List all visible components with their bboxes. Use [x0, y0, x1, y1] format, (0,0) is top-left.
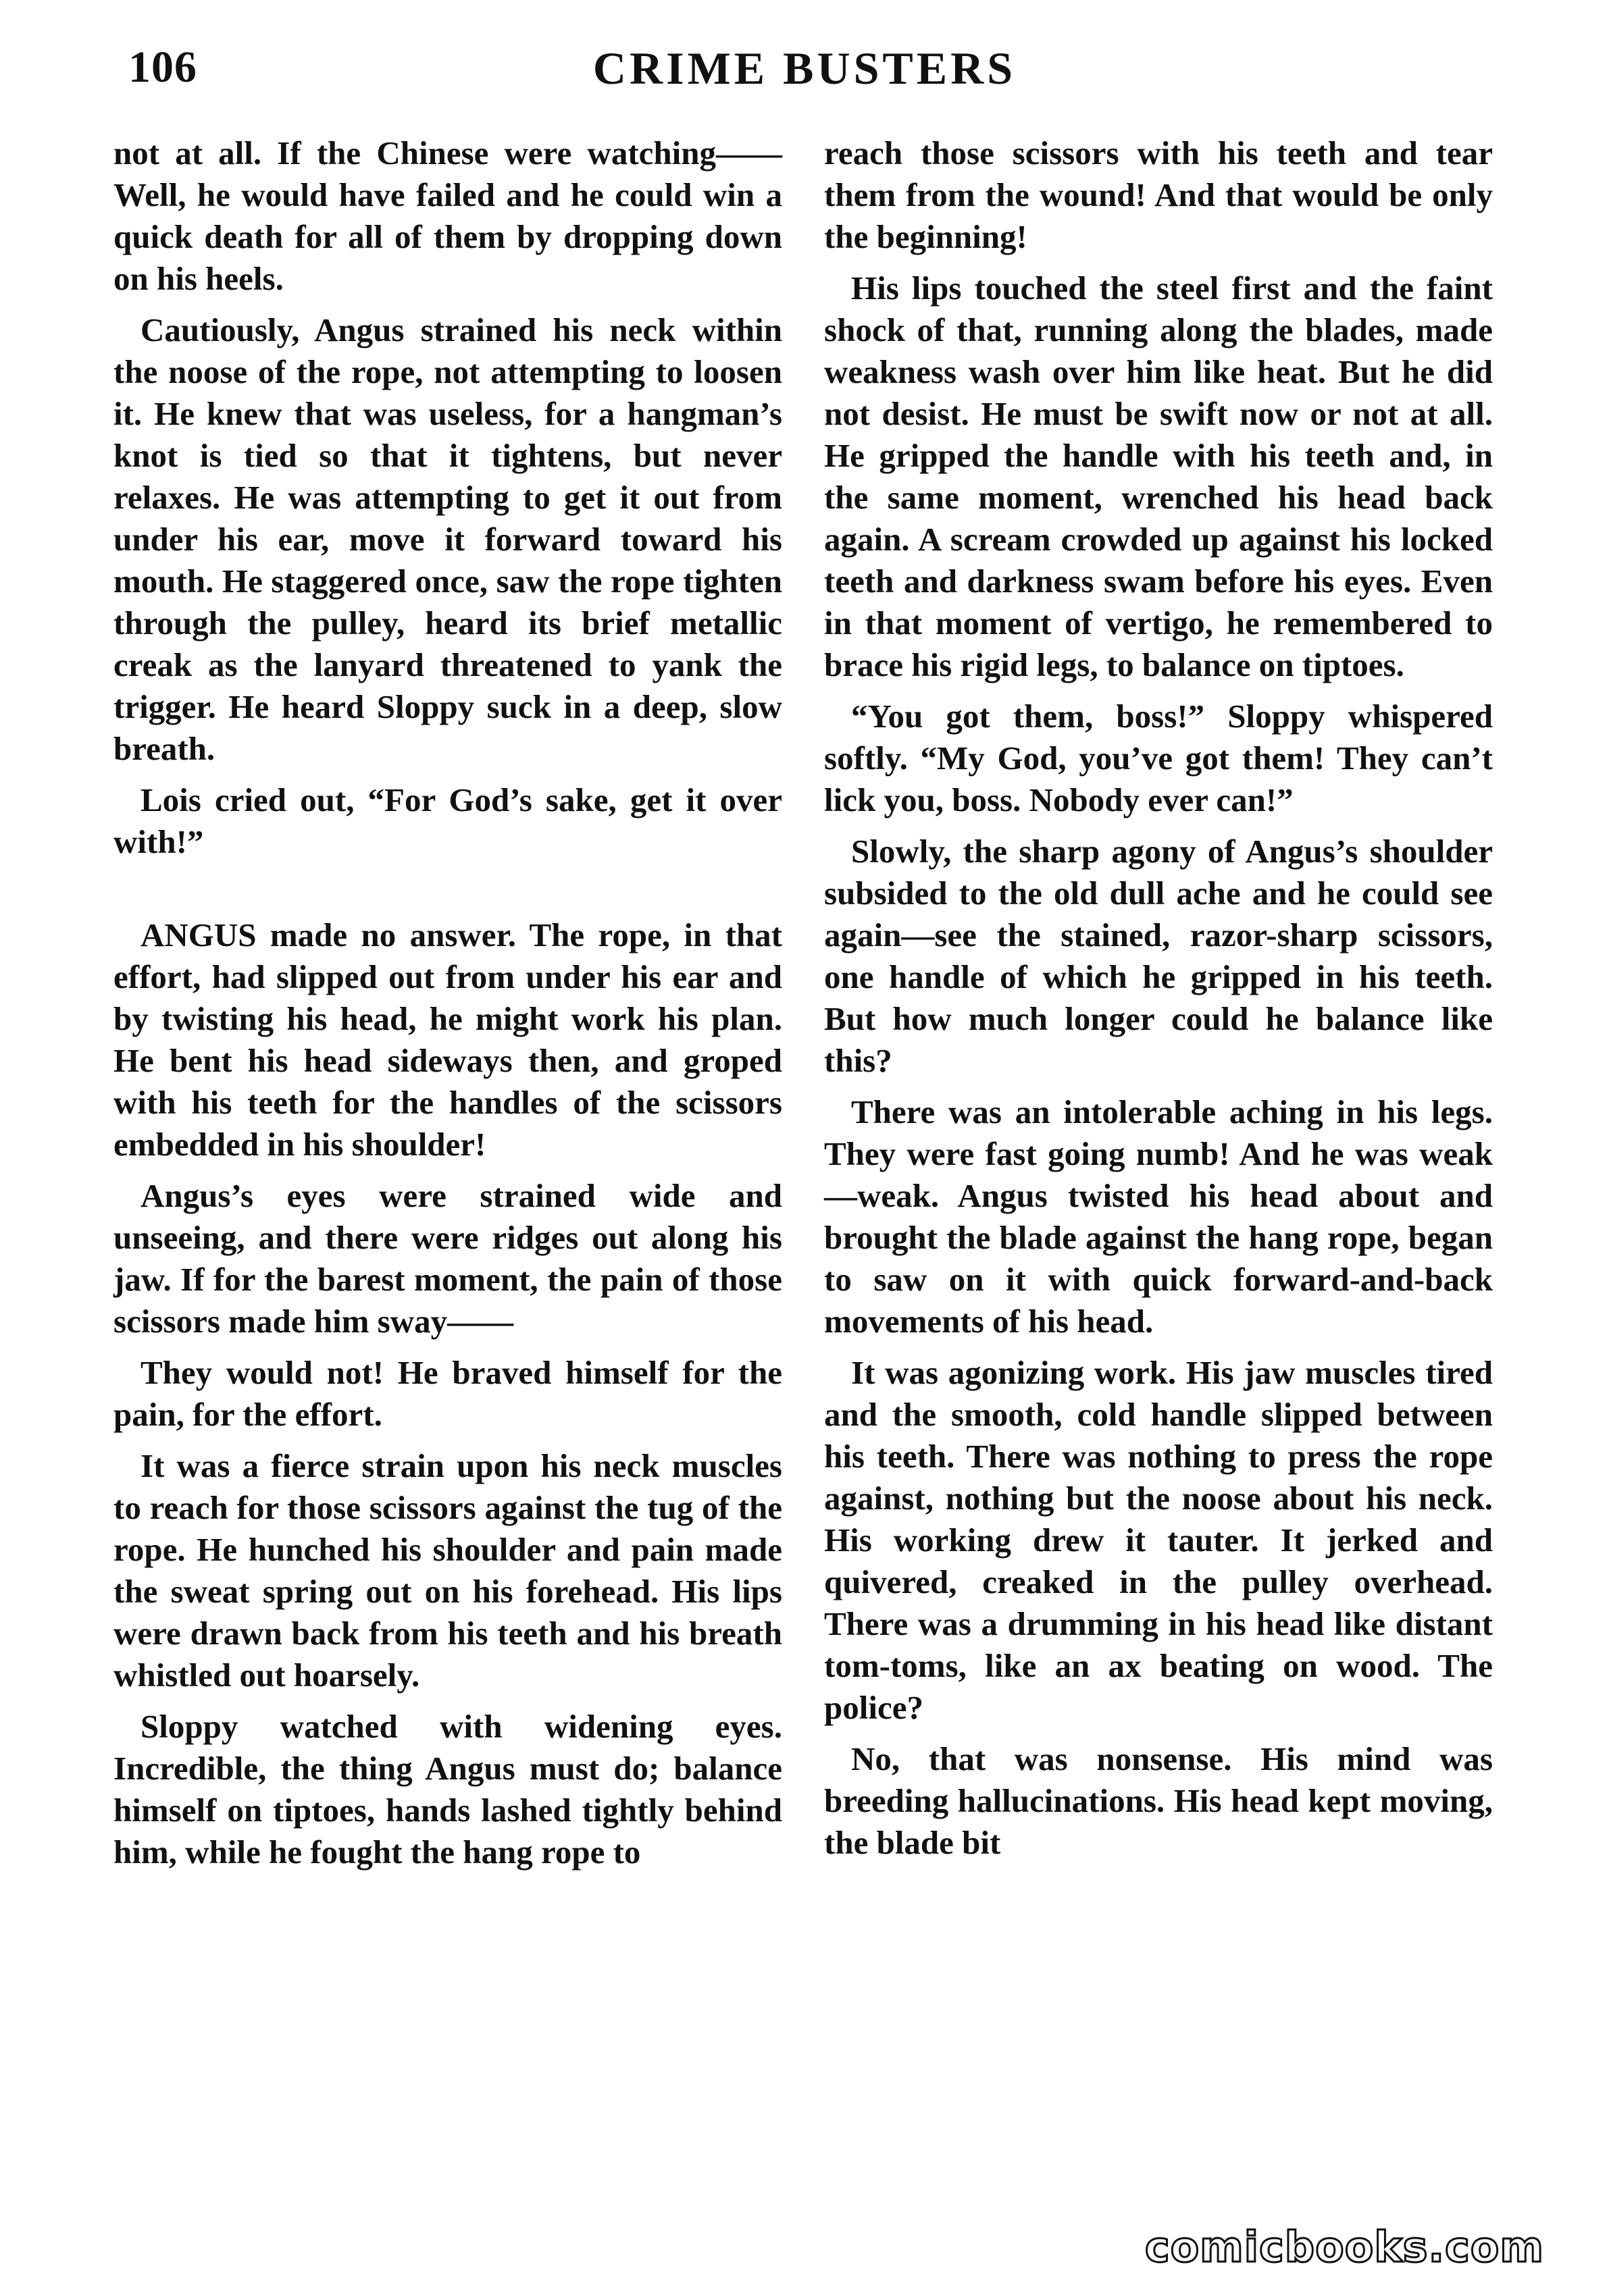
paragraph: They would not! He braved himself for the pain, for the effort. — [113, 1354, 782, 1433]
site-watermark: comicbooks.com — [1144, 2222, 1544, 2272]
paragraph: Slowly, the sharp agony of Angus’s shoulder subsided to the old dull ache and he could see again—see the stained, razor-sharp scissors, one handle of which he gripped in his teeth. But how much longer could he balance like this? — [824, 833, 1493, 1079]
paragraph: reach those scissors with his teeth and tear them from the wound! And that would be only the beginning! — [824, 134, 1493, 255]
left-column — [113, 132, 782, 1883]
page-number: 106 — [128, 43, 197, 92]
paragraph: Lois cried out, “For God’s sake, get it over with!” — [113, 781, 782, 860]
right-column — [824, 132, 1493, 1873]
paragraph: “You got them, boss!” Sloppy whispered softly. “My God, you’ve got them! They can’t lick you, boss. Nobody ever can!” — [824, 698, 1493, 818]
running-head — [128, 42, 1481, 116]
paragraph: It was agonizing work. His jaw muscles tired and the smooth, cold handle slipped between his teeth. There was nothing to press the rope against, nothing but the noose about his neck. His working drew it tauter. It jerked and quivered, creaked in the pulley overhead. There was a drumming in his head like distant tom-toms, like an ax beating on wood. The police? — [824, 1354, 1493, 1726]
section-start-paragraph: ANGUS made no answer. The rope, in that effort, had slipped out from under his ear and by twisting his head, he might work his plan. He bent his head sideways then, and groped with his teeth for the handles of the scissors embedded in his shoulder! — [113, 916, 782, 1163]
paragraph: His lips touched the steel first and the faint shock of that, running along the blades, made weakness wash over him like heat. But he did not desist. He must be swift now or not at all. He gripped the handle with his teeth and, in the same moment, wrenched his head back again. A scream crowded up against his locked teeth and darkness swam before his eyes. Even in that moment of vertigo, he remembered to brace his rigid legs, to balance on tiptoes. — [824, 269, 1493, 683]
paragraph: There was an intolerable aching in his legs. They were fast going numb! And he was weak—weak. Angus twisted his head about and brought the blade against the hang rope, began to saw on it with quick forward-and-back movements of his head. — [824, 1093, 1493, 1340]
paragraph: Cautiously, Angus strained his neck within the noose of the rope, not attempting to loosen it. He knew that was useless, for a hangman’s knot is tied so that it tightens, but never relaxes. He was attempting to get it out from under his ear, move it forward toward his mouth. He staggered once, saw the rope tighten through the pulley, heard its brief metallic creak as the lanyard threatened to yank the trigger. He heard Sloppy suck in a deep, slow breath. — [113, 311, 782, 767]
paragraph: Angus’s eyes were strained wide and unseeing, and there were ridges out along his jaw. If for the barest moment, the pain of those scissors made him sway—— — [113, 1177, 782, 1340]
paragraph: Sloppy watched with widening eyes. Incredible, the thing Angus must do; balance himself on tiptoes, hands lashed tightly behind him, while he fought the hang rope to — [113, 1708, 782, 1871]
paragraph: No, that was nonsense. His mind was breeding hallucinations. His head kept moving, the blade bit — [824, 1740, 1493, 1861]
paragraph: It was a fierce strain upon his neck muscles to reach for those scissors against the tug of the rope. He hunched his shoulder and pain made the sweat spring out on his forehead. His lips were drawn back from his teeth and his breath whistled out hoarsely. — [113, 1447, 782, 1694]
running-title: CRIME BUSTERS — [592, 43, 1017, 94]
paragraph: not at all. If the Chinese were watching—— Well, he would have failed and he could win a quick death for all of them by dropping down on his heels. — [113, 134, 782, 297]
